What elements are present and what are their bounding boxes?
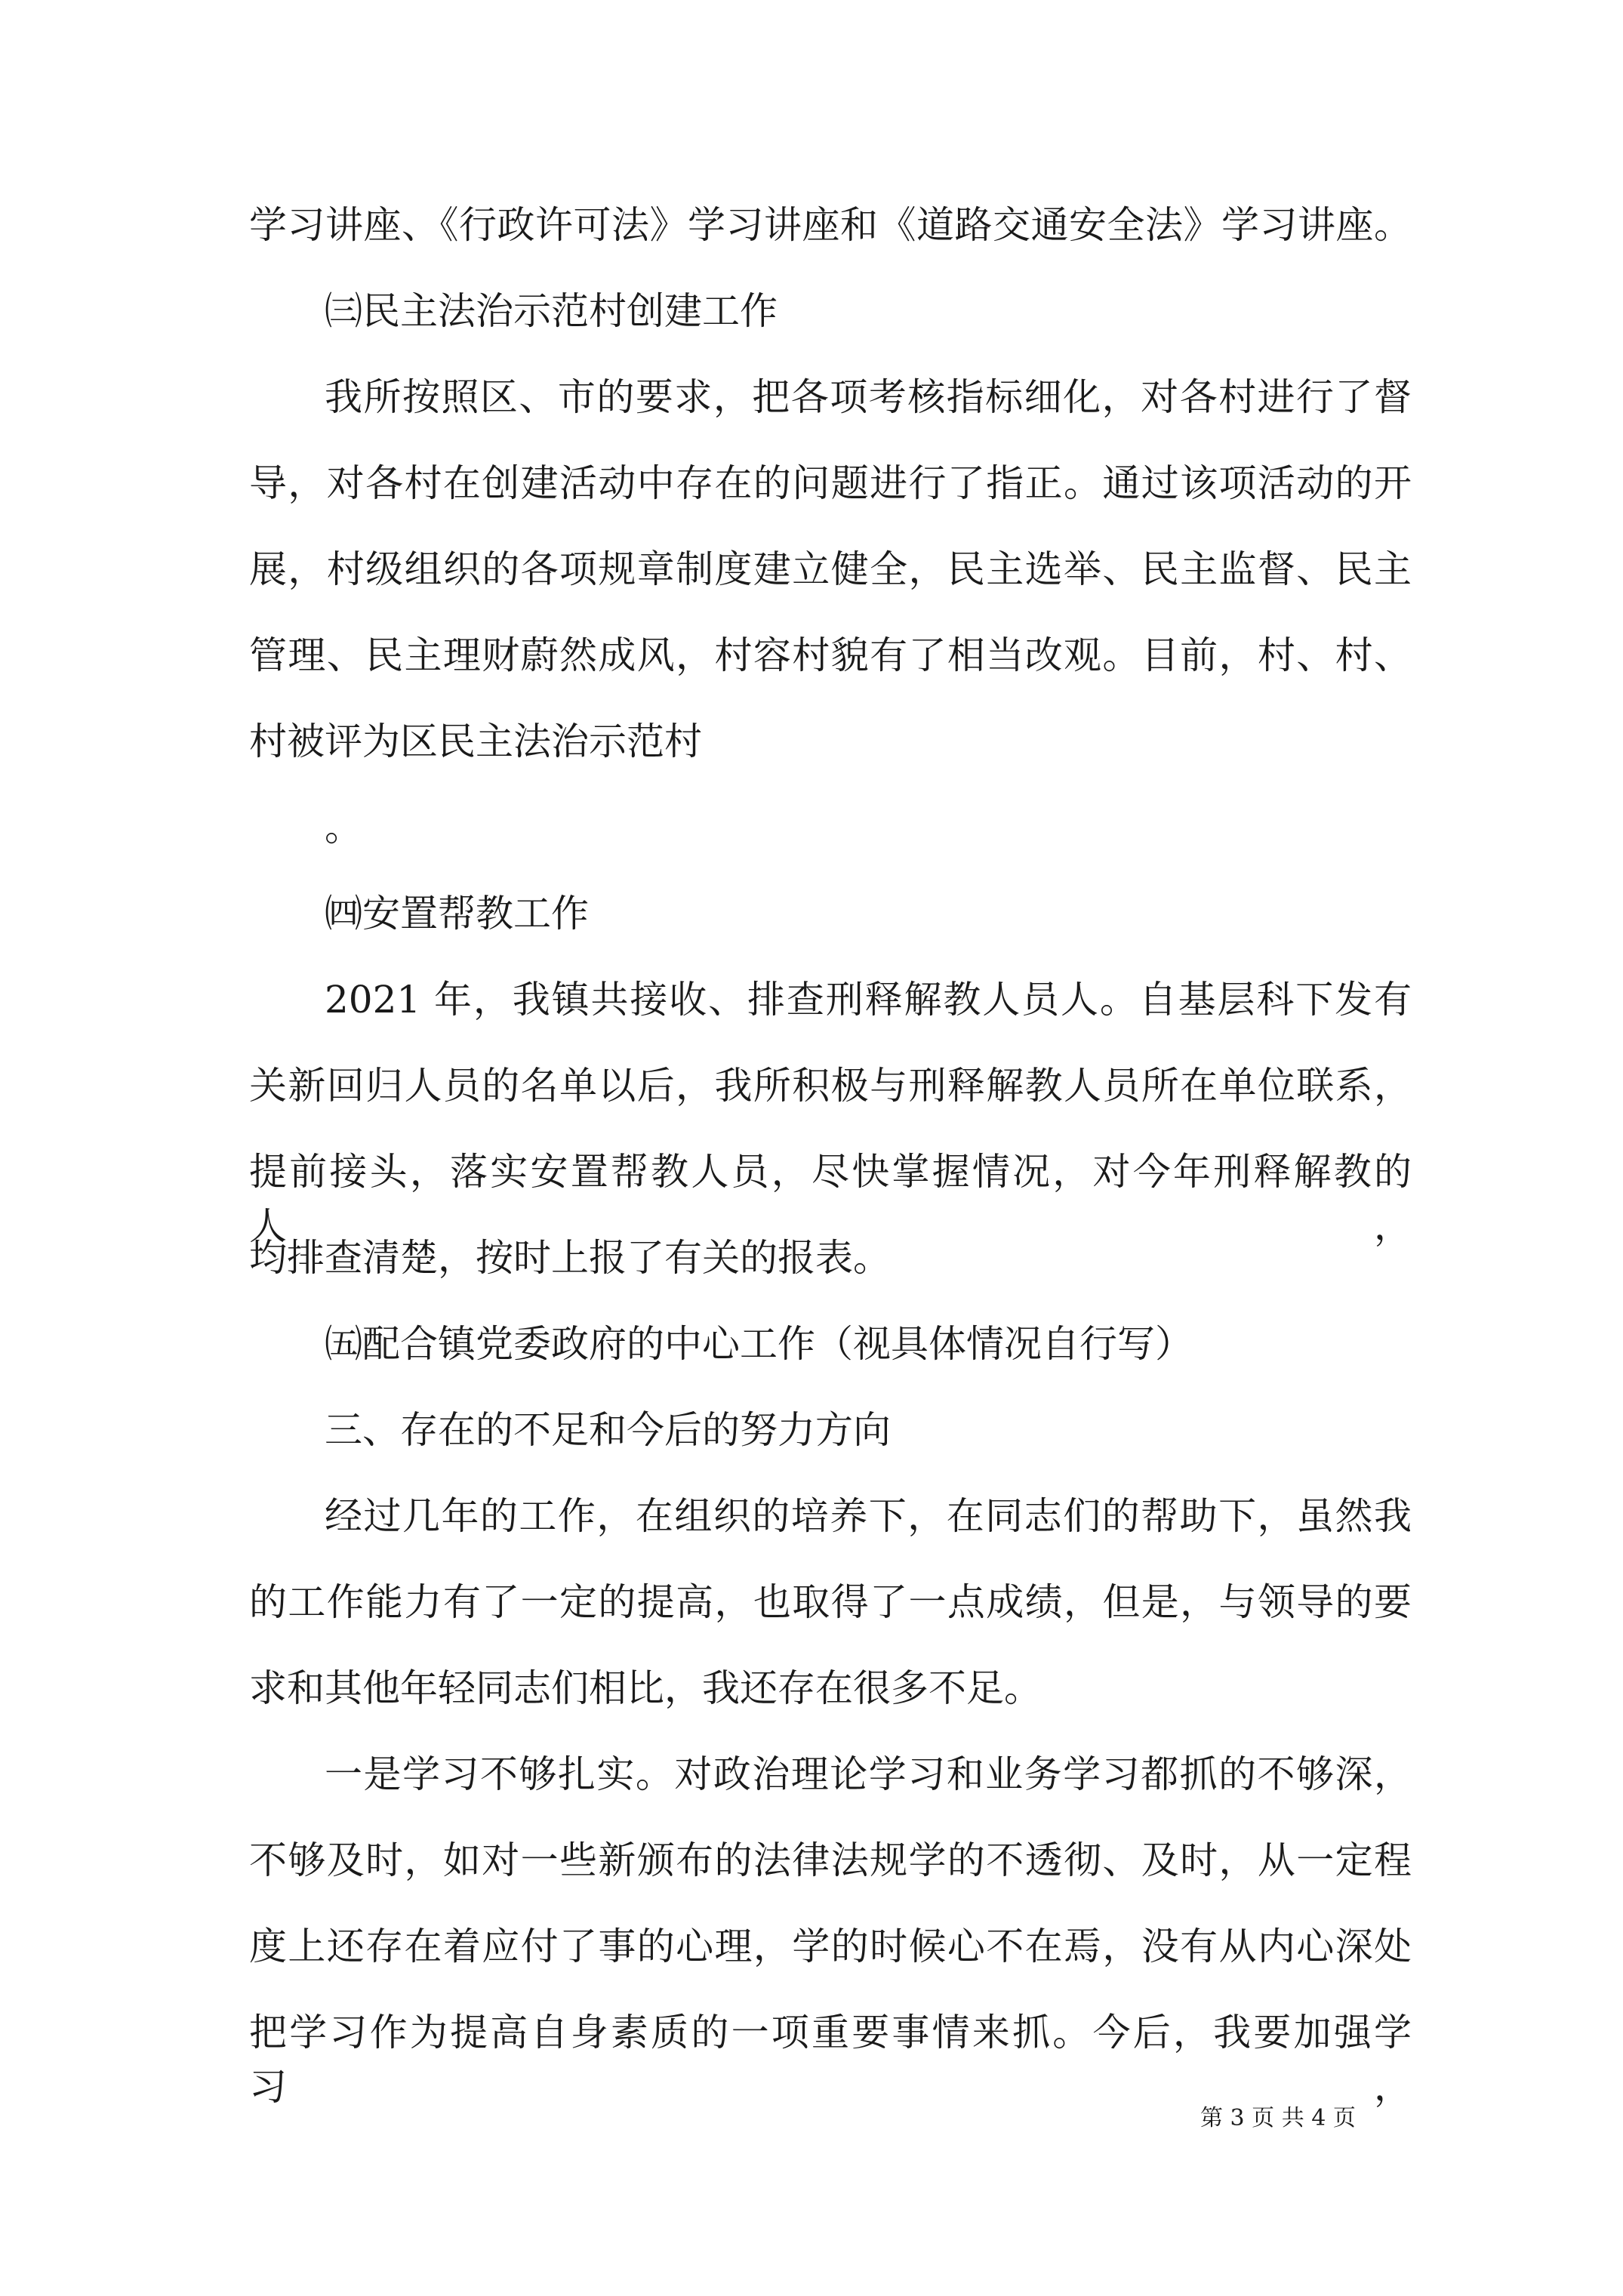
text-line: 不够及时，如对一些新颁布的法律法规学的不透彻、及时，从一定程 (249, 1838, 1412, 1882)
text-line: 一是学习不够扎实。对政治理论学习和业务学习都抓的不够深， (325, 1752, 1412, 1796)
text-line: 求和其他年轻同志们相比，我还存在很多不足。 (249, 1666, 1042, 1710)
text-line: 关新回归人员的名单以后，我所积极与刑释解教人员所在单位联系， (249, 1064, 1412, 1108)
text-line: 的工作能力有了一定的提高，也取得了一点成绩，但是，与领导的要 (249, 1580, 1412, 1624)
text-line: ㈣安置帮教工作 (325, 892, 589, 935)
text-line: 学习讲座、《行政许可法》学习讲座和《道路交通安全法》学习讲座。 (249, 203, 1412, 247)
text-line: 。 (325, 806, 362, 849)
text-line: ㈢民主法治示范村创建工作 (325, 289, 778, 333)
text-line: 把学习作为提高自身素质的一项重要事情来抓。今后，我要加强学习， (249, 2011, 1412, 2109)
text-line: 2021 年，我镇共接收、排查刑释解教人员人。自基层科下发有 (325, 978, 1412, 1022)
text-line: 我所按照区、市的要求，把各项考核指标细化，对各村进行了督 (325, 375, 1412, 419)
text-line: 导，对各村在创建活动中存在的问题进行了指正。通过该项活动的开 (249, 461, 1412, 505)
text-line: 村被评为区民主法治示范村 (249, 720, 702, 763)
page-number-footer: 第 3 页 共 4 页 (1200, 2105, 1356, 2131)
text-line: 度上还存在着应付了事的心理，学的时候心不在焉，没有从内心深处 (249, 1925, 1412, 1968)
text-line: ㈤配合镇党委政府的中心工作（视具体情况自行写） (325, 1322, 1193, 1366)
text-line: 管理、民主理财蔚然成风，村容村貌有了相当改观。目前，村、村、 (249, 633, 1412, 677)
document-body (249, 198, 1412, 2109)
text-line: 均排查清楚，按时上报了有关的报表。 (249, 1236, 891, 1280)
text-line: 经过几年的工作，在组织的培养下，在同志们的帮助下，虽然我 (325, 1494, 1412, 1538)
text-line: 提前接头，落实安置帮教人员，尽快掌握情况，对今年刑释解教的人， (249, 1150, 1412, 1248)
text-line: 展，村级组织的各项规章制度建立健全，民主选举、民主监督、民主 (249, 547, 1412, 591)
text-line: 三、存在的不足和今后的努力方向 (325, 1408, 891, 1452)
